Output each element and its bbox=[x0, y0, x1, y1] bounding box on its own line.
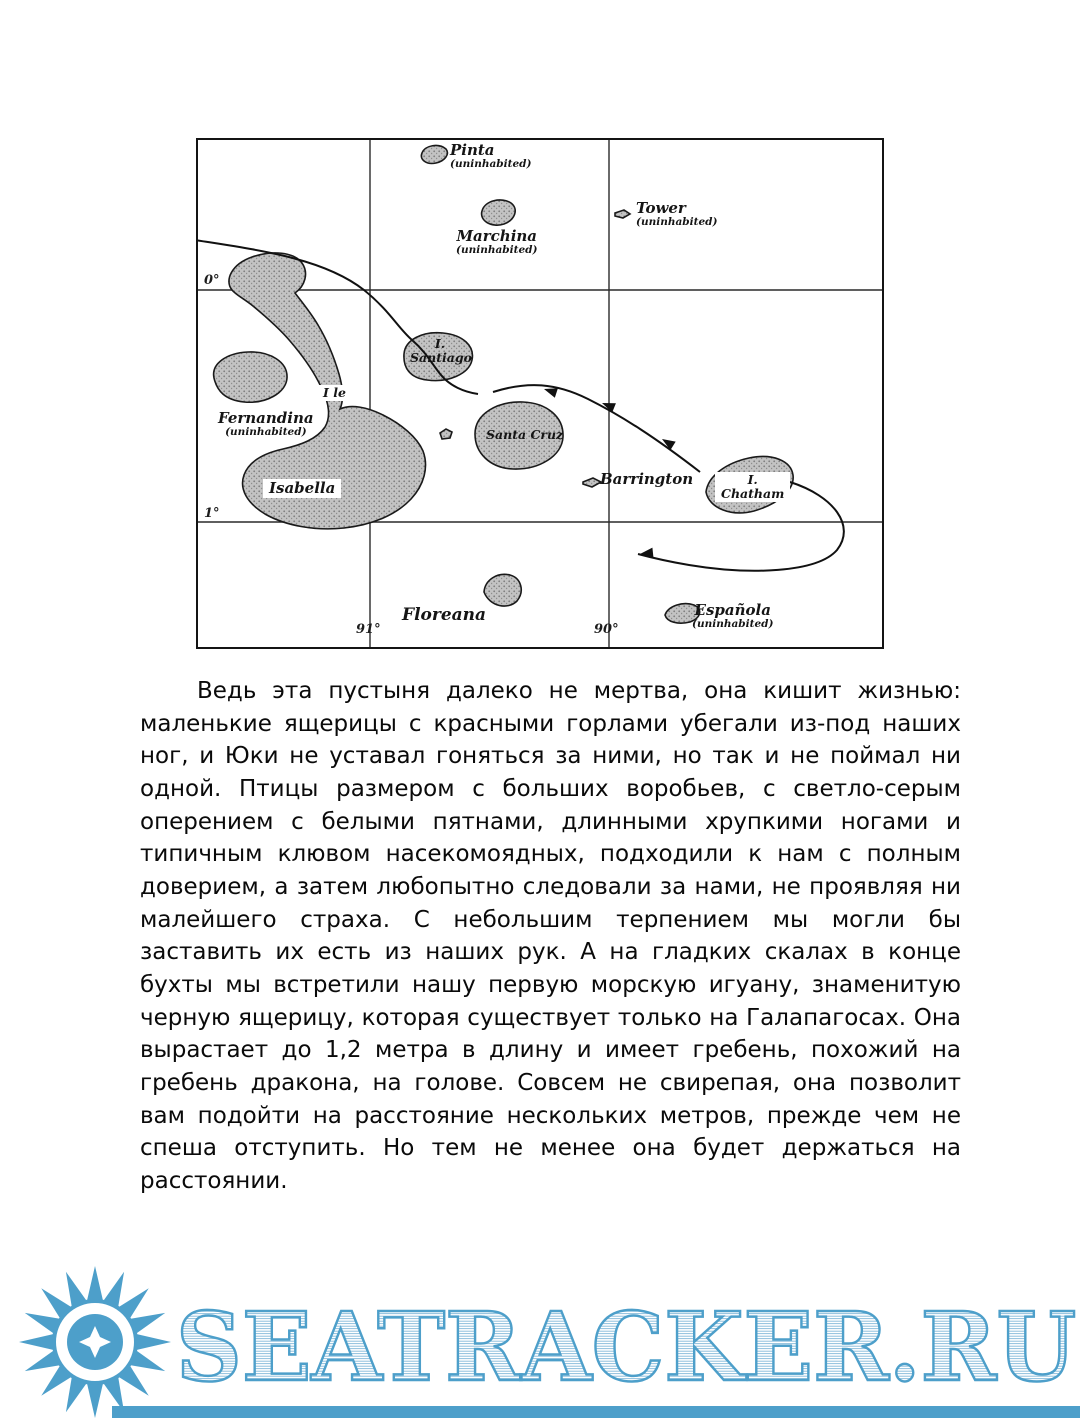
label-espanola-name: Española bbox=[694, 601, 771, 619]
label-barrington bbox=[600, 471, 693, 488]
lat-label-1: 1° bbox=[204, 506, 220, 521]
label-tower bbox=[636, 200, 717, 228]
label-pinta bbox=[450, 142, 531, 170]
lat-label-0: 0° bbox=[204, 273, 220, 288]
label-ile bbox=[318, 386, 351, 400]
label-santiago-line1: I. bbox=[434, 336, 446, 351]
label-santiago bbox=[410, 337, 470, 365]
label-ile-name: I le bbox=[323, 385, 346, 400]
label-isabella bbox=[264, 480, 340, 497]
label-marchina-note: (uninhabited) bbox=[456, 243, 538, 256]
label-pinta-note: (uninhabited) bbox=[450, 157, 532, 170]
label-fernandina-note: (uninhabited) bbox=[225, 425, 307, 438]
label-marchina bbox=[456, 228, 537, 256]
label-pinta-name: Pinta bbox=[450, 141, 495, 159]
label-marchina-name: Marchina bbox=[456, 227, 538, 245]
map-drawing bbox=[198, 140, 882, 647]
sun-logo-icon bbox=[19, 1266, 171, 1418]
watermark-text: SEATRACKER.RU bbox=[176, 1292, 1076, 1403]
label-espanola bbox=[692, 602, 773, 630]
label-chatham-line2: Chatham bbox=[721, 485, 785, 501]
label-isabella-name: Isabella bbox=[269, 479, 336, 497]
lon-label-91: 91° bbox=[356, 622, 381, 637]
galapagos-map bbox=[196, 138, 884, 649]
label-chatham bbox=[716, 473, 789, 501]
label-floreana-name: Floreana bbox=[402, 605, 487, 625]
island-fernandina bbox=[214, 352, 287, 402]
label-santiago-line2: Santiago bbox=[410, 349, 472, 365]
island-pinta bbox=[421, 146, 447, 164]
article-paragraph: Ведь эта пустыня далеко не мертва, она кишит жизнью: маленькие ящерицы с красными горлами убегали из-под наших ног, и Юки не уставал гоняться за ними, но так и не поймал ни одной. Птицы размером с больших воробьев, с светло-серым оперением с белыми пятнами, длинными хрупкими ногами и типичным клювом насекомоядных, подходили к нам с полным доверием, а затем любопытно следовали за нами, не проявляя ни малейшего страха. С небольшим терпением мы могли бы заставить их есть из наших рук. А на гладких скалах в конце бухты мы встретили нашу первую морскую игуану, знаменитую черную ящерицу, которая существует только на Галапагосах. Она вырастает до 1,2 метра в длину и имеет гребень, похожий на гребень дракона, на голове. Совсем не свирепая, она позволит вам подойти на расстояние нескольких метров, прежде чем не спеша отступить. Но тем не менее она будет держаться на расстоянии. bbox=[140, 678, 961, 1194]
label-tower-note: (uninhabited) bbox=[636, 215, 718, 228]
island-tower bbox=[615, 210, 630, 218]
watermark-art bbox=[0, 1260, 1080, 1425]
lon-label-90: 90° bbox=[594, 622, 619, 637]
label-chatham-line1: I. bbox=[747, 472, 758, 487]
label-floreana bbox=[402, 606, 486, 625]
island-marchina bbox=[482, 200, 516, 225]
watermark-bar bbox=[112, 1406, 1080, 1418]
island-floreana bbox=[484, 574, 521, 606]
label-santa-cruz bbox=[486, 428, 563, 442]
island-barrington bbox=[583, 478, 601, 487]
label-barrington-name: Barrington bbox=[600, 470, 694, 488]
label-santa-cruz-name: Santa Cruz bbox=[486, 427, 564, 442]
label-fernandina bbox=[218, 410, 314, 438]
label-espanola-note: (uninhabited) bbox=[692, 617, 774, 630]
label-tower-name: Tower bbox=[636, 199, 686, 217]
graticule-lines bbox=[198, 140, 882, 647]
label-fernandina-name: Fernandina bbox=[218, 409, 314, 427]
islet-near-santa-cruz bbox=[440, 429, 452, 439]
watermark bbox=[0, 1260, 1080, 1425]
